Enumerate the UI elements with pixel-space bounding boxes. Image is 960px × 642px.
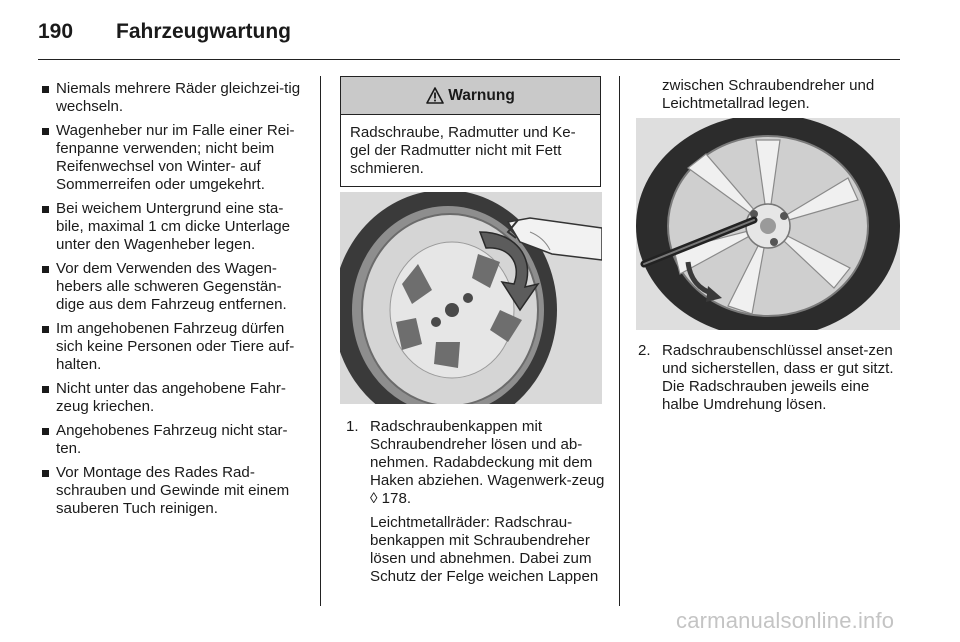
step-one <box>346 418 608 592</box>
bullet-item: Bei weichem Untergrund eine sta-bile, maximal 1 cm dicke Unterlage unter den Wagenheber legen. <box>40 200 305 254</box>
page-header <box>0 0 960 62</box>
bullet-item: Wagenheber nur im Falle einer Rei-fenpanne verwenden; nicht beim Reifenwechsel von Winter- auf Sommerreifen oder umgekehrt. <box>40 122 305 194</box>
page-number: 190 <box>38 20 74 43</box>
hubcap-removal-illustration <box>340 192 602 404</box>
safety-bullets-column <box>40 80 305 524</box>
step-item <box>346 418 608 586</box>
steps-list <box>346 418 608 586</box>
bullet-item: Niemals mehrere Räder gleichzei-tig wechseln. <box>40 80 305 116</box>
bullet-item: Nicht unter das angehobene Fahr-zeug kriechen. <box>40 380 305 416</box>
step-one-continuation: zwischen Schraubendreher und Leichtmetallrad legen. <box>662 77 875 112</box>
warning-box <box>340 76 601 187</box>
wheel-nut-wrench-illustration <box>636 118 900 330</box>
page-title: Fahrzeugwartung <box>116 20 292 43</box>
warning-triangle-icon <box>426 87 444 104</box>
header-rule <box>38 59 900 60</box>
step-text: Radschraubenkappen mit Schraubendreher lösen und ab-nehmen. Radabdeckung mit dem Haken abziehen. Wagenwerk-zeug ◊ 178. <box>370 418 605 507</box>
bullet-list <box>40 80 305 518</box>
step-two <box>638 342 904 420</box>
bullet-item: Im angehobenen Fahrzeug dürfen sich keine Personen oder Tiere auf-halten. <box>40 320 305 374</box>
bullet-item: Vor Montage des Rades Rad-schrauben und Gewinde mit einem sauberen Tuch reinigen. <box>40 464 305 518</box>
column-divider-left <box>320 76 321 606</box>
step-number: 2. <box>638 342 651 359</box>
step-text: Radschraubenschlüssel anset-zen und sicherstellen, dass er gut sitzt. Die Radschrauben jeweils eine halbe Umdrehung lösen. <box>662 342 894 413</box>
steps-list <box>638 342 904 414</box>
bullet-item: Angehobenes Fahrzeug nicht star-ten. <box>40 422 305 458</box>
step-item <box>638 342 904 414</box>
step-number: 1. <box>346 418 359 435</box>
bullet-item: Vor dem Verwenden des Wagen-hebers alle schweren Gegenstän-dige aus dem Fahrzeug entfernen. <box>40 260 305 314</box>
warning-title: Warnung <box>448 86 515 104</box>
step-text-alloy: Leichtmetallräder: Radschrau-benkappen mit Schraubendreher lösen und abnehmen. Dabei zum Schutz der Felge weichen Lappen <box>370 514 599 585</box>
column-divider-right <box>619 76 620 606</box>
warning-text: Radschraube, Radmutter und Ke-gel der Radmutter nicht mit Fett schmieren. <box>350 124 576 177</box>
watermark: carmanualsonline.info <box>676 608 895 633</box>
warning-header <box>341 77 600 115</box>
